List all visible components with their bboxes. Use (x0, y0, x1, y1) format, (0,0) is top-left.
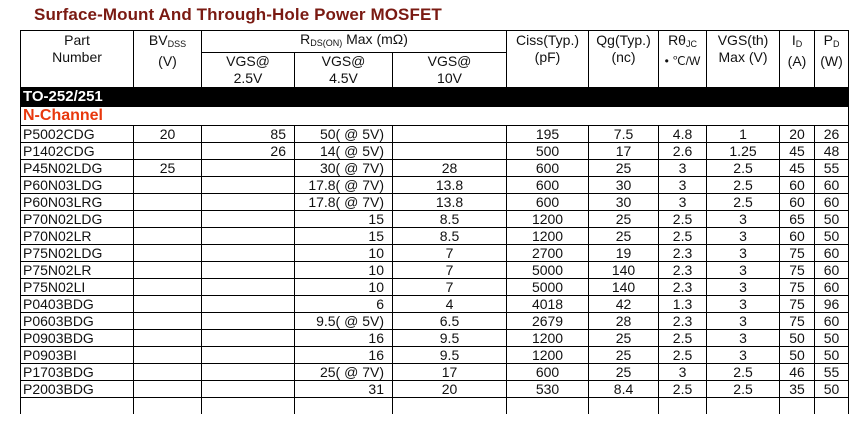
cell-bvdss (134, 143, 202, 160)
table-row (21, 381, 849, 398)
cell-pd: 60 (815, 194, 849, 211)
cell-id: 75 (780, 245, 815, 262)
header-part-line2: Number (52, 49, 102, 65)
cell-part-number: P70N02LR (21, 228, 134, 245)
header-rds-sub: DS(ON) (310, 38, 343, 48)
cell-vgsth: 2.5 (707, 194, 780, 211)
cell-rds-vgs-2-5v (202, 364, 295, 381)
cell-id: 60 (780, 177, 815, 194)
cell-part-number: P60N03LDG (21, 177, 134, 194)
cell-rds-vgs-2-5v (202, 228, 295, 245)
cell-qg: 8.4 (589, 381, 659, 398)
cell-rds-vgs-10v: 6.5 (393, 313, 507, 330)
header-part-line1: Part (64, 32, 90, 48)
cell-rds-vgs-2-5v (202, 245, 295, 262)
cell-rth: 2.5 (659, 347, 707, 364)
cell-pd: 50 (815, 381, 849, 398)
header-rth (659, 31, 707, 88)
cell-rth: 2.3 (659, 313, 707, 330)
header-id (780, 31, 815, 88)
cell-rds-vgs-2-5v: 26 (202, 143, 295, 160)
cell-vgsth: 1 (707, 126, 780, 143)
header-bvdss (134, 31, 202, 88)
cell-rds-vgs-10v: 8.5 (393, 228, 507, 245)
cell-rds-vgs-2-5v (202, 194, 295, 211)
header-pd-sub: D (832, 39, 840, 49)
cell-id: 75 (780, 296, 815, 313)
cell-ciss: 600 (507, 160, 589, 177)
cell-empty (507, 398, 589, 415)
cell-part-number: P2003BDG (21, 381, 134, 398)
cell-rds-vgs-4-5v: 15 (295, 211, 393, 228)
cell-pd: 60 (815, 245, 849, 262)
header-id-unit: (A) (787, 53, 807, 69)
table-row (21, 245, 849, 262)
group-row (21, 107, 849, 126)
header-vgs45-line1: VGS@ (321, 53, 366, 69)
cell-rth: 2.5 (659, 381, 707, 398)
table-row (21, 211, 849, 228)
cell-rds-vgs-4-5v: 17.8( @ 7V) (295, 194, 393, 211)
cell-id: 60 (780, 228, 815, 245)
header-pd-main: P (823, 32, 833, 48)
cell-qg: 7.5 (589, 126, 659, 143)
cell-rds-vgs-10v: 4 (393, 296, 507, 313)
header-vgsth-line1: VGS(th) (717, 32, 769, 48)
cell-pd: 50 (815, 330, 849, 347)
cell-rth: 3 (659, 194, 707, 211)
cell-rds-vgs-10v: 20 (393, 381, 507, 398)
header-bvdss-sub: DSS (167, 39, 187, 49)
cell-bvdss (134, 279, 202, 296)
cell-qg: 17 (589, 143, 659, 160)
cell-qg: 25 (589, 347, 659, 364)
cell-rds-vgs-10v: 28 (393, 160, 507, 177)
cell-rds-vgs-2-5v (202, 296, 295, 313)
cell-vgsth: 2.5 (707, 364, 780, 381)
header-qg-line1: Qg(Typ.) (596, 32, 651, 48)
cell-rds-vgs-10v: 13.8 (393, 194, 507, 211)
cell-pd: 50 (815, 228, 849, 245)
cell-qg: 25 (589, 160, 659, 177)
header-ciss (507, 31, 589, 88)
cell-bvdss (134, 228, 202, 245)
page-title: Surface-Mount And Through-Hole Power MOSFET (34, 5, 442, 24)
cell-part-number: P75N02LI (21, 279, 134, 296)
cell-qg: 25 (589, 330, 659, 347)
cell-bvdss (134, 177, 202, 194)
cell-ciss: 600 (507, 364, 589, 381)
cell-ciss: 1200 (507, 211, 589, 228)
cell-rds-vgs-4-5v: 16 (295, 330, 393, 347)
cell-rds-vgs-2-5v (202, 262, 295, 279)
cell-ciss: 1200 (507, 347, 589, 364)
table-row (21, 143, 849, 160)
cell-ciss: 5000 (507, 279, 589, 296)
cell-rds-vgs-2-5v (202, 279, 295, 296)
cell-rds-vgs-2-5v (202, 313, 295, 330)
cell-bvdss (134, 296, 202, 313)
cell-rds-vgs-2-5v (202, 381, 295, 398)
cell-pd: 60 (815, 177, 849, 194)
cell-pd: 96 (815, 296, 849, 313)
cell-bvdss (134, 330, 202, 347)
cell-rds-vgs-10v (393, 126, 507, 143)
cell-rds-vgs-2-5v (202, 211, 295, 228)
header-part-number (21, 31, 134, 88)
cell-id: 75 (780, 262, 815, 279)
header-qg-line2: (nc) (611, 49, 636, 65)
cell-id: 75 (780, 313, 815, 330)
cell-vgsth: 3 (707, 245, 780, 262)
cell-pd: 60 (815, 313, 849, 330)
table-row (21, 194, 849, 211)
cell-vgsth: 3 (707, 228, 780, 245)
cell-vgsth: 2.5 (707, 381, 780, 398)
table-row (21, 313, 849, 330)
table-row (21, 296, 849, 313)
cell-rth: 3 (659, 177, 707, 194)
cell-part-number: P0903BI (21, 347, 134, 364)
table-row (21, 177, 849, 194)
cell-empty (202, 398, 295, 415)
header-rdson (202, 31, 507, 53)
cell-part-number: P1703BDG (21, 364, 134, 381)
cell-bvdss (134, 211, 202, 228)
cell-bvdss (134, 381, 202, 398)
cell-bvdss (134, 364, 202, 381)
cell-rds-vgs-4-5v: 50( @ 5V) (295, 126, 393, 143)
cell-id: 45 (780, 160, 815, 177)
cell-qg: 25 (589, 228, 659, 245)
cell-vgsth: 3 (707, 296, 780, 313)
cell-vgsth: 3 (707, 211, 780, 228)
cell-ciss: 530 (507, 381, 589, 398)
cell-rth: 2.3 (659, 245, 707, 262)
header-vgs25-line1: VGS@ (226, 53, 270, 69)
cell-bvdss: 20 (134, 126, 202, 143)
cell-empty (589, 398, 659, 415)
cell-rth: 2.3 (659, 279, 707, 296)
cell-id: 50 (780, 347, 815, 364)
cell-ciss: 600 (507, 194, 589, 211)
cell-part-number: P70N02LDG (21, 211, 134, 228)
header-vgs10-line1: VGS@ (427, 53, 472, 69)
cell-ciss: 5000 (507, 262, 589, 279)
cell-id: 20 (780, 126, 815, 143)
cell-ciss: 1200 (507, 228, 589, 245)
table-row (21, 330, 849, 347)
header-vgsth (707, 31, 780, 88)
table-row-partial (21, 398, 849, 415)
cell-part-number: P60N03LRG (21, 194, 134, 211)
cell-part-number: P0603BDG (21, 313, 134, 330)
cell-rds-vgs-10v: 9.5 (393, 347, 507, 364)
cell-rds-vgs-10v: 7 (393, 245, 507, 262)
cell-rds-vgs-4-5v: 14( @ 5V) (295, 143, 393, 160)
cell-rth: 2.6 (659, 143, 707, 160)
header-id-sub: D (795, 39, 803, 49)
cell-empty (815, 398, 849, 415)
cell-pd: 50 (815, 347, 849, 364)
cell-bvdss: 25 (134, 160, 202, 177)
cell-vgsth: 2.5 (707, 160, 780, 177)
cell-part-number: P45N02LDG (21, 160, 134, 177)
header-pd (815, 31, 849, 88)
cell-qg: 19 (589, 245, 659, 262)
cell-rds-vgs-4-5v: 15 (295, 228, 393, 245)
cell-qg: 28 (589, 313, 659, 330)
table-row (21, 160, 849, 177)
header-rth-sub: JC (685, 39, 697, 49)
cell-rds-vgs-4-5v: 10 (295, 245, 393, 262)
cell-rds-vgs-2-5v (202, 160, 295, 177)
cell-ciss: 600 (507, 177, 589, 194)
cell-bvdss (134, 262, 202, 279)
header-pd-unit: (W) (820, 53, 843, 69)
cell-rth: 4.8 (659, 126, 707, 143)
cell-pd: 60 (815, 262, 849, 279)
cell-rds-vgs-10v: 8.5 (393, 211, 507, 228)
cell-rds-vgs-10v: 9.5 (393, 330, 507, 347)
cell-id: 65 (780, 211, 815, 228)
cell-part-number: P75N02LR (21, 262, 134, 279)
mosfet-table (20, 30, 849, 414)
table-row (21, 279, 849, 296)
cell-rds-vgs-10v: 7 (393, 262, 507, 279)
cell-rds-vgs-4-5v: 9.5( @ 5V) (295, 313, 393, 330)
cell-rds-vgs-10v (393, 143, 507, 160)
header-ciss-line1: Ciss(Typ.) (516, 32, 580, 48)
cell-qg: 30 (589, 194, 659, 211)
cell-ciss: 2700 (507, 245, 589, 262)
section-row (21, 88, 849, 107)
cell-qg: 30 (589, 177, 659, 194)
cell-pd: 55 (815, 364, 849, 381)
cell-rds-vgs-4-5v: 10 (295, 279, 393, 296)
cell-pd: 48 (815, 143, 849, 160)
group-label: N-Channel (21, 107, 849, 126)
cell-rds-vgs-4-5v: 25( @ 7V) (295, 364, 393, 381)
cell-rds-vgs-10v: 17 (393, 364, 507, 381)
table-row (21, 364, 849, 381)
cell-rds-vgs-2-5v: 85 (202, 126, 295, 143)
cell-rth: 2.5 (659, 330, 707, 347)
cell-part-number: P1402CDG (21, 143, 134, 160)
cell-vgsth: 3 (707, 313, 780, 330)
cell-empty (780, 398, 815, 415)
header-rth-main: Rθ (668, 32, 686, 48)
cell-rth: 3 (659, 160, 707, 177)
cell-part-number: P5002CDG (21, 126, 134, 143)
header-rds-main: R (300, 31, 311, 47)
cell-qg: 25 (589, 364, 659, 381)
cell-ciss: 1200 (507, 330, 589, 347)
cell-empty (134, 398, 202, 415)
table-row (21, 262, 849, 279)
cell-rds-vgs-4-5v: 30( @ 7V) (295, 160, 393, 177)
cell-empty (659, 398, 707, 415)
header-vgs-4-5v (295, 53, 393, 88)
cell-bvdss (134, 347, 202, 364)
header-vgs10-line2: 10V (437, 70, 462, 86)
cell-vgsth: 3 (707, 330, 780, 347)
cell-rds-vgs-4-5v: 17.8( @ 7V) (295, 177, 393, 194)
cell-bvdss (134, 313, 202, 330)
cell-pd: 50 (815, 211, 849, 228)
header-vgs-10v (393, 53, 507, 88)
table-row (21, 347, 849, 364)
header-ciss-line2: (pF) (534, 49, 561, 65)
cell-rth: 2.5 (659, 228, 707, 245)
section-label: TO-252/251 (21, 88, 849, 107)
cell-rth: 3 (659, 364, 707, 381)
cell-rth: 2.3 (659, 262, 707, 279)
cell-rds-vgs-2-5v (202, 177, 295, 194)
cell-part-number: P75N02LDG (21, 245, 134, 262)
cell-rth: 1.3 (659, 296, 707, 313)
cell-id: 35 (780, 381, 815, 398)
header-vgsth-line2: Max (V) (718, 49, 768, 65)
cell-pd: 55 (815, 160, 849, 177)
cell-ciss: 195 (507, 126, 589, 143)
cell-pd: 60 (815, 279, 849, 296)
table-row (21, 228, 849, 245)
cell-qg: 140 (589, 279, 659, 296)
cell-rth: 2.5 (659, 211, 707, 228)
cell-vgsth: 3 (707, 279, 780, 296)
header-rth-unit: • ℃/W (664, 54, 701, 68)
cell-rds-vgs-2-5v (202, 347, 295, 364)
cell-ciss: 500 (507, 143, 589, 160)
cell-vgsth: 2.5 (707, 177, 780, 194)
cell-pd: 26 (815, 126, 849, 143)
cell-rds-vgs-4-5v: 31 (295, 381, 393, 398)
cell-empty (21, 398, 134, 415)
cell-rds-vgs-4-5v: 10 (295, 262, 393, 279)
cell-bvdss (134, 194, 202, 211)
cell-id: 75 (780, 279, 815, 296)
cell-id: 45 (780, 143, 815, 160)
header-bvdss-unit: (V) (158, 53, 177, 69)
cell-rds-vgs-10v: 7 (393, 279, 507, 296)
header-vgs45-line2: 4.5V (329, 70, 358, 86)
cell-part-number: P0903BDG (21, 330, 134, 347)
header-vgs25-line2: 2.5V (233, 70, 263, 86)
cell-id: 60 (780, 194, 815, 211)
cell-empty (393, 398, 507, 415)
cell-qg: 42 (589, 296, 659, 313)
cell-part-number: P0403BDG (21, 296, 134, 313)
cell-bvdss (134, 245, 202, 262)
cell-rds-vgs-4-5v: 6 (295, 296, 393, 313)
cell-qg: 25 (589, 211, 659, 228)
cell-empty (295, 398, 393, 415)
header-bvdss-main: BV (148, 32, 168, 48)
table-row (21, 126, 849, 143)
header-qg (589, 31, 659, 88)
header-id-main: I (791, 32, 796, 48)
cell-id: 50 (780, 330, 815, 347)
cell-id: 46 (780, 364, 815, 381)
cell-ciss: 2679 (507, 313, 589, 330)
cell-vgsth: 1.25 (707, 143, 780, 160)
cell-rds-vgs-10v: 13.8 (393, 177, 507, 194)
cell-ciss: 4018 (507, 296, 589, 313)
cell-rds-vgs-2-5v (202, 330, 295, 347)
cell-qg: 140 (589, 262, 659, 279)
cell-vgsth: 3 (707, 262, 780, 279)
header-rds-rest: Max (mΩ) (342, 31, 408, 47)
cell-vgsth: 3 (707, 347, 780, 364)
cell-empty (707, 398, 780, 415)
cell-rds-vgs-4-5v: 16 (295, 347, 393, 364)
header-vgs-2-5v (202, 53, 295, 88)
